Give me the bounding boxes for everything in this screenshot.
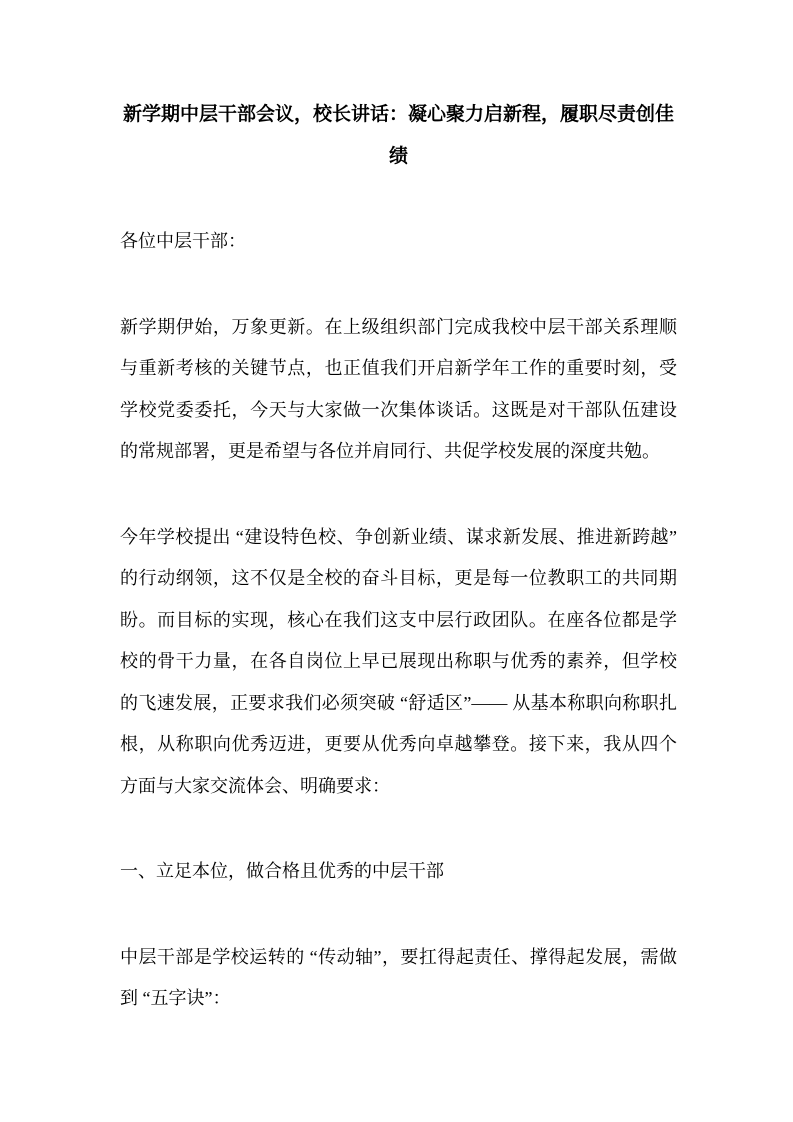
paragraph-3: 中层干部是学校运转的 “传动轴”，要扛得起责任、撑得起发展，需做到 “五字诀”： xyxy=(120,946,677,1008)
salutation: 各位中层干部： xyxy=(120,231,246,251)
document-title: 新学期中层干部会议，校长讲话：凝心聚力启新程，履职尽责创佳绩 xyxy=(122,104,674,167)
paragraph-2: 今年学校提出 “建设特色校、争创新业绩、谋求新发展、推进新跨越” 的行动纲领，这不仅是全校的奋斗目标，更是每一位教职工的共同期盼。而目标的实现，核心在我们这支中层行政团队。在座各位都是学校的骨干力量，在各自岗位上早已展现出称职与优秀的素养，但学校的飞速发展，正要求我们必须突破 “舒适区”—— 从基本称职向称职扎根，从称职向优秀迈进，更要从优秀向卓越攀登。接下来，我从四个方面与大家交流体会、明确要求： xyxy=(120,526,677,796)
paragraph-1: 新学期伊始，万象更新。在上级组织部门完成我校中层干部关系理顺与重新考核的关键节点，也正值我们开启新学年工作的重要时刻，受学校党委委托，今天与大家做一次集体谈话。这既是对干部队伍建设的常规部署，更是希望与各位并肩同行、共促学校发展的深度共勉。 xyxy=(120,316,677,461)
section-heading-1: 一、立足本位，做合格且优秀的中层干部 xyxy=(120,861,444,881)
